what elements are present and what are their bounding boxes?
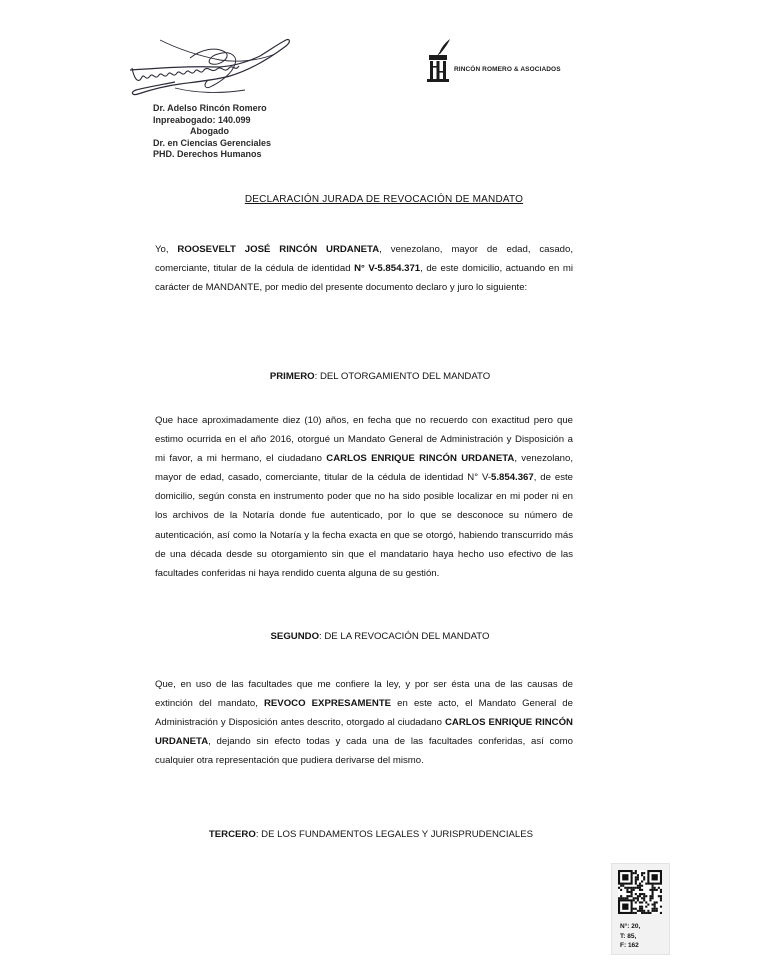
stamp-tomo: T: 85, xyxy=(620,932,637,940)
author-inpreabogado: Inpreabogado: 140.099 xyxy=(153,114,251,125)
author-name: Dr. Adelso Rincón Romero xyxy=(153,103,267,113)
segundo-text-2: en este acto, el Mandato General de Administración y Disposición antes descrito, otorgado al ciudadano xyxy=(155,698,573,729)
section-segundo-heading xyxy=(0,631,764,642)
stamp-number: N°: 20, xyxy=(620,923,641,930)
intro-text-1: Yo, xyxy=(155,244,178,255)
intro-text-3: , de este domicilio, actuando en mi carácter de MANDANTE, por medio del presente documento declaro y juro lo siguiente: xyxy=(155,263,573,294)
author-phd: PHD. Derechos Humanos xyxy=(153,149,262,159)
section-primero-label: PRIMERO xyxy=(269,371,315,382)
section-segundo-title: : DE LA REVOCACIÓN DEL MANDATO xyxy=(319,631,490,642)
signature-image xyxy=(120,30,300,110)
intro-paragraph xyxy=(155,240,573,297)
section-segundo-label: SEGUNDO xyxy=(270,631,320,642)
section-primero-heading xyxy=(0,371,764,382)
mandatary-name-2: CARLOS ENRIQUE RINCÓN URDANETA xyxy=(155,717,573,748)
segundo-text-1: Que, en uso de las facultades que me confiere la ley, y por ser ésta una de las causas de extinción del mandato, xyxy=(155,679,573,710)
section-tercero-title: : DE LOS FUNDAMENTOS LEGALES Y JURISPRUDENCIALES xyxy=(255,829,534,840)
mandatary-id: 5.854.367 xyxy=(491,472,534,484)
firm-logo xyxy=(425,38,561,82)
firm-name: RINCÓN ROMERO & ASOCIADOS xyxy=(454,65,561,73)
section-primero-title: : DEL OTORGAMIENTO DEL MANDATO xyxy=(314,371,491,382)
section-tercero-heading xyxy=(0,829,755,840)
section-tercero-label: TERCERO xyxy=(208,829,256,840)
intro-text-2: , venezolano, mayor de edad, casado, comerciante, titular de la cédula de identidad xyxy=(155,244,573,275)
primero-text-1: Que hace aproximadamente diez (10) años, en fecha que no recuerdo con exactitud pero que estimo ocurrida en el año 2016, otorgué un Mandato General de Administración y Disposición a mi favor, a mi hermano, el ciudadano xyxy=(155,415,573,465)
primero-text-3: , de este domicilio, según consta en instrumento poder que no ha sido posible localizar en mi poder ni en los archivos de la Notaría donde fue autenticado, por lo que se desconoce su número de autenticación, así como la Notaría y la fecha exacta en que se otorgó, habiendo transcurrido más de una década desde su otorgamiento sin que el mandatario haya hecho uso efectivo de las facultades conferidas ni haya rendido cuenta alguna de su gestión. xyxy=(155,472,573,579)
mandatary-name: CARLOS ENRIQUE RINCÓN URDANETA xyxy=(326,453,515,465)
qr-code-icon xyxy=(618,870,662,914)
registry-stamp-text xyxy=(620,922,640,951)
primero-text-2: , venezolano, mayor de edad, casado, comerciante, titular de la cédula de identidad N° V- xyxy=(155,453,574,484)
stamp-folio: F: 162 xyxy=(620,942,639,949)
segundo-text-3: , dejando sin efecto todas y cada una de las facultades conferidas, así como cualquier otra representación que pudiera derivarse del mismo. xyxy=(155,736,573,767)
firm-monogram-with-quill-icon xyxy=(425,38,451,82)
section-segundo-paragraph xyxy=(155,675,573,770)
author-profession: Abogado xyxy=(190,126,229,136)
section-primero-paragraph xyxy=(155,411,573,583)
declarant-name: ROOSEVELT JOSÉ RINCÓN URDANETA xyxy=(177,244,380,255)
registry-stamp xyxy=(611,863,670,955)
declarant-id: N° V-5.854.371 xyxy=(354,263,421,275)
revocation-phrase: REVOCO EXPRESAMENTE xyxy=(263,698,392,710)
author-degree: Dr. en Ciencias Gerenciales xyxy=(153,137,272,148)
document-title: DECLARACIÓN JURADA DE REVOCACIÓN DE MANDATO xyxy=(244,194,524,205)
author-block xyxy=(153,103,271,161)
